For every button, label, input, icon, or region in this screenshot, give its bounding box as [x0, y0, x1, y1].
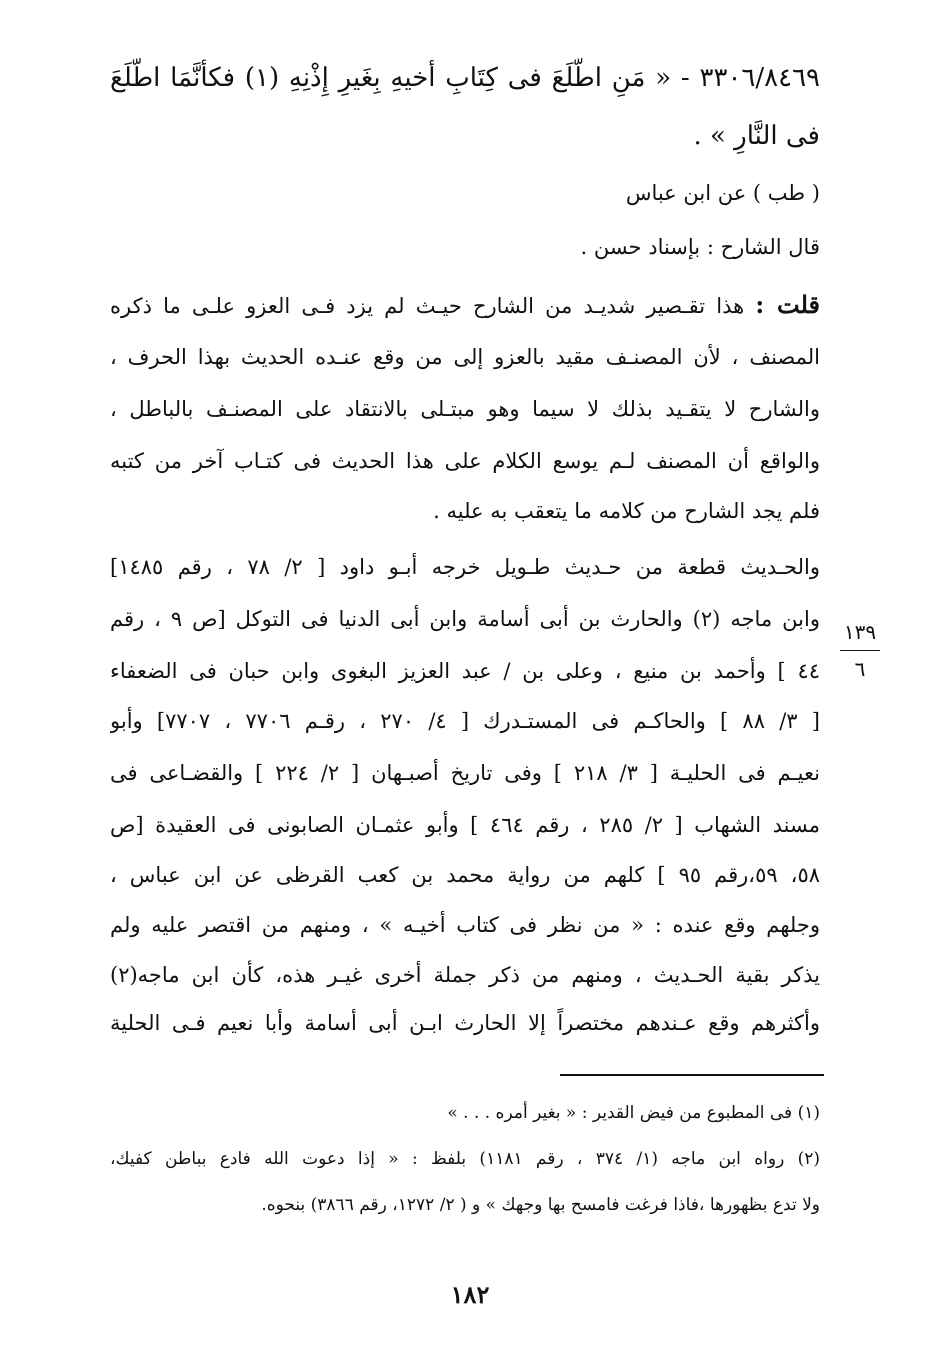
- page-number: ١٨٢: [450, 1280, 490, 1309]
- hadith-line-6: مسند الشهاب [ ٢/ ٢٨٥ ، رقم ٤٦٤ ] وأبو عثمـان الصابونى فى العقيدة [ص: [110, 813, 820, 837]
- footnote-1: (١) فى المطبوع من فيض القدير : « بغير أمره . . . »: [447, 1103, 820, 1123]
- margin-reference-top: ١٣٩: [843, 620, 877, 644]
- qultu-line-5: فلم يجد الشارح من كلامه ما يتعقب به عليه .: [433, 499, 820, 523]
- sharih-statement: قال الشارح : بإسناد حسن .: [580, 235, 820, 259]
- hadith-header-line-2: فى النَّارِ » .: [693, 121, 820, 151]
- hadith-header-line-1: ٣٣٠٦/٨٤٦٩ - « مَنِ اطَّلَعَ فى كِتَابِ أخيهِ بِغَيرِ إِذْنِهِ (١) فكأنَّمَا اطَّلَعَ: [110, 63, 820, 93]
- hadith-line-3: ٤٤ ] وأحمد بن منيع ، وعلى بن / عبد العزيز البغوى وابن حبان فى الضعفاء: [110, 659, 820, 683]
- hadith-line-4: [ ٣/ ٨٨ ] والحاكـم فى المستـدرك [ ٤/ ٢٧٠ ، رقـم ٧٧٠٦ ، ٧٧٠٧] وأبو: [110, 709, 820, 733]
- qultu-line-2: المصنف ، لأن المصنـف مقيد بالعزو إلى من وقع عنـده الحديث بهذا الحرف ،: [110, 345, 820, 369]
- margin-reference-divider: [840, 650, 880, 651]
- margin-page-reference: [838, 620, 882, 681]
- qultu-line-4: والواقع أن المصنف لـم يوسع الكلام على هذا الحديث فى كتـاب آخر من كتبه: [110, 449, 820, 473]
- qultu-line-3: والشارح لا يتقـيد بذلك لا سيما وهو مبتـلى بالانتقاد على المصنـف بالباطل ،: [110, 397, 820, 421]
- hadith-line-1: والحـديث قطعة من حـديث طـويل خرجه أبـو داود [ ٢/ ٧٨ ، رقم ١٤٨٥]: [110, 555, 820, 579]
- qultu-text-1: هذا تقـصير شديـد من الشارح حيـث لم يزد فـى العزو علـى ما ذكره: [110, 294, 745, 318]
- hadith-source: ( طب ) عن ابن عباس: [625, 181, 820, 205]
- margin-reference-bottom: ٦: [854, 657, 866, 681]
- footnote-separator: [560, 1074, 824, 1076]
- hadith-line-8: وجلهم وقع عنده : « من نظر فى كتاب أخيـه » ، ومنهم من اقتصر عليه ولم: [110, 913, 820, 937]
- hadith-line-7: ٥٨، ٥٩،رقم ٩٥ ] كلهم من رواية محمد بن كعب القرظى عن ابن عباس ،: [110, 863, 820, 887]
- footnote-2-line-1: (٢) رواه ابن ماجه (١/ ٣٧٤ ، رقم ١١٨١) بلفظ : « إذا دعوت الله فادع بباطن كفيك،: [110, 1149, 820, 1169]
- footnote-2-line-2: ولا تدع بظهورها ،فاذا فرغت فامسح بها وجهك » و ( ٢/ ١٢٧٢، رقم ٣٨٦٦) بنحوه.: [261, 1195, 820, 1215]
- hadith-line-10: وأكثرهم وقع عـندهم مختصراً إلا الحارث ابـن أبى أسامة وأبا نعيم فـى الحلية: [110, 1011, 820, 1035]
- hadith-line-2: وابن ماجه (٢) والحارث بن أبى أسامة وابن أبى الدنيا فى التوكل [ص ٩ ، رقم: [110, 607, 820, 631]
- qultu-line-1: [110, 290, 820, 321]
- qultu-label: قلت :: [755, 290, 820, 319]
- hadith-line-9: يذكر بقية الحـديث ، ومنهم من ذكر جملة أخرى غيـر هذه، كأن ابن ماجه(٢): [110, 963, 820, 987]
- hadith-line-5: نعيـم فى الحليـة [ ٣/ ٢١٨ ] وفى تاريخ أصبـهان [ ٢/ ٢٢٤ ] والقضـاعى فى: [110, 761, 820, 785]
